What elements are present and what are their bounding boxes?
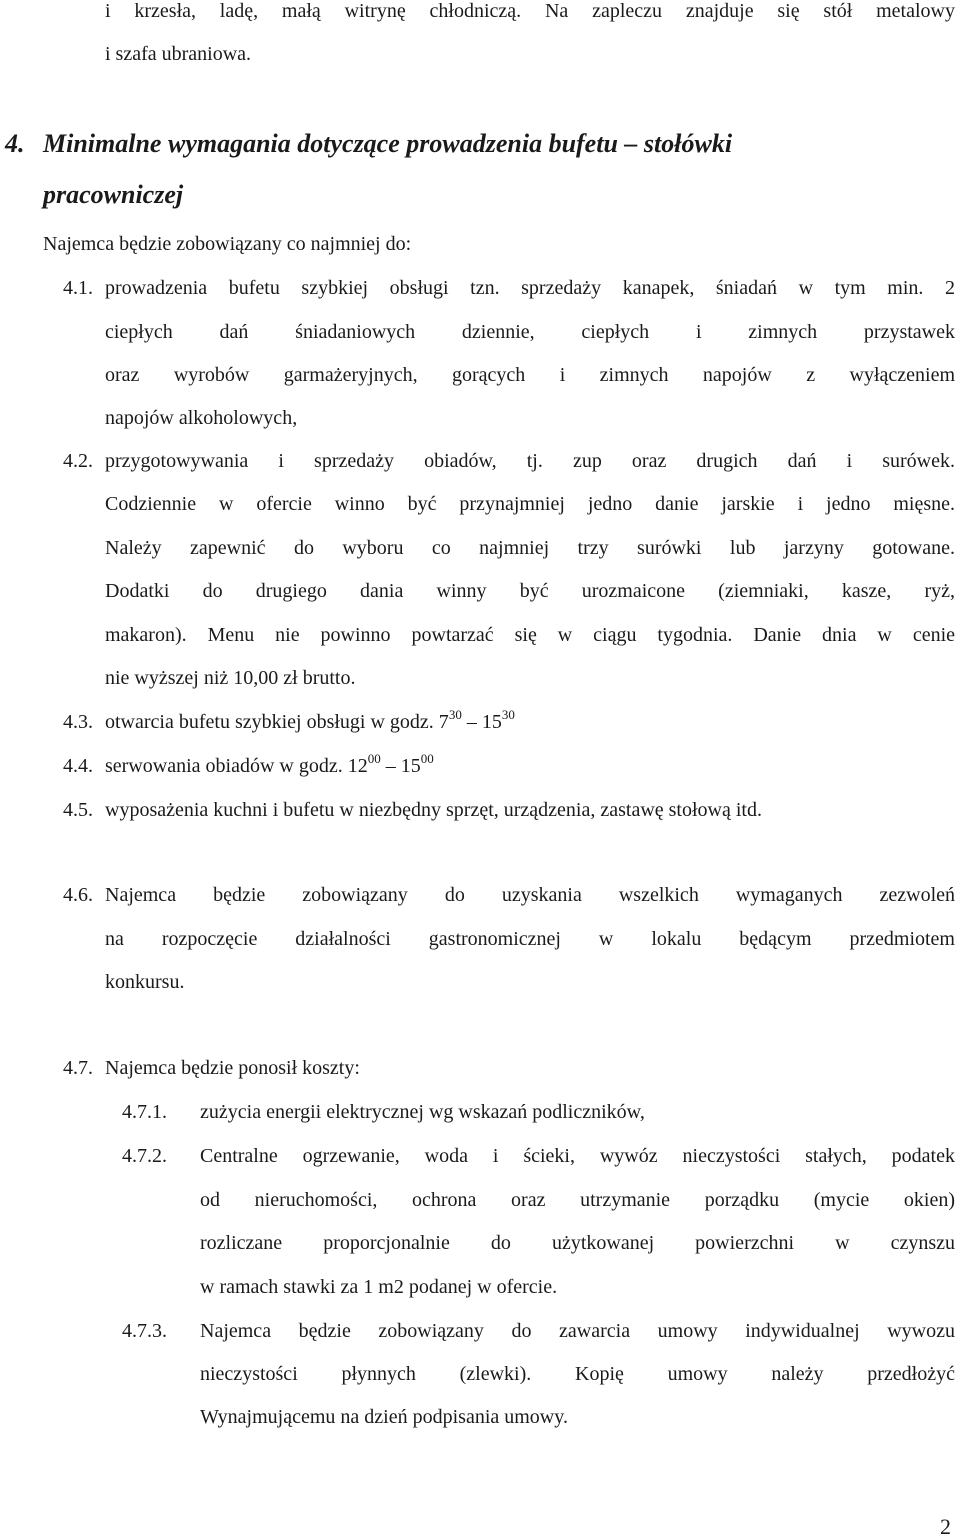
section-title-line-1: Minimalne wymagania dotyczące prowadzenia bufetu – stołówki: [43, 129, 733, 158]
item-number-4-6: 4.6.: [63, 884, 93, 906]
item-4-7-3-line-3: Wynajmującemu na dzień podpisania umowy.: [200, 1406, 568, 1428]
item-4-7-2-line-4: w ramach stawki za 1 m2 podanej w ofercie.: [200, 1276, 558, 1298]
item-4-3-label: otwarcia bufetu szybkiej obsługi w godz. 7: [105, 711, 449, 733]
item-4-2-line-1: przygotowywania i sprzedaży obiadów, tj. zup oraz drugich dań i surówek.: [105, 450, 955, 472]
item-4-1-line-1: prowadzenia bufetu szybkiej obsługi tzn. sprzedaży kanapek, śniadań w tym min. 2: [105, 277, 955, 299]
item-4-7-2-line-3: rozliczane proporcjonalnie do użytkowanej powierzchni w czynszu: [200, 1232, 955, 1254]
item-4-4-sup-end: 00: [420, 751, 434, 766]
item-4-3-dash: – 15: [461, 711, 502, 733]
item-4-6-line-3: konkursu.: [105, 971, 185, 993]
item-4-2-line-3: Należy zapewnić do wyboru co najmniej trzy surówki lub jarzyny gotowane.: [105, 537, 955, 559]
item-4-1-line-2: ciepłych dań śniadaniowych dziennie, ciepłych i zimnych przystawek: [105, 321, 955, 343]
section-lead: Najemca będzie zobowiązany co najmniej do:: [43, 233, 412, 255]
item-4-2-line-4: Dodatki do drugiego dania winny być urozmaicone (ziemniaki, kasze, ryż,: [105, 580, 955, 602]
item-number-4-7: 4.7.: [63, 1057, 93, 1079]
item-4-1-line-3: oraz wyrobów garmażeryjnych, gorących i zimnych napojów z wyłączeniem: [105, 364, 955, 386]
item-4-7-2-line-2: od nieruchomości, ochrona oraz utrzymanie porządku (mycie okien): [200, 1189, 955, 1211]
item-4-4-sup-start: 00: [367, 751, 381, 766]
item-number-4-2: 4.2.: [63, 450, 93, 472]
item-number-4-4: 4.4.: [63, 755, 93, 777]
item-4-2-line-5: makaron). Menu nie powinno powtarzać się w ciągu tygodnia. Danie dnia w cenie: [105, 624, 955, 646]
item-4-4-text: [105, 751, 434, 778]
item-4-6-line-1: Najemca będzie zobowiązany do uzyskania wszelkich wymaganych zezwoleń: [105, 884, 955, 906]
item-number-4-3: 4.3.: [63, 711, 93, 733]
section-title-line-2: pracowniczej: [43, 180, 184, 209]
item-4-7-2-line-1: Centralne ogrzewanie, woda i ścieki, wywóz nieczystości stałych, podatek: [200, 1145, 955, 1167]
item-4-3-sup-start: 30: [448, 707, 462, 722]
intro-line-2: i szafa ubraniowa.: [105, 43, 252, 65]
intro-line-1: i krzesła, ladę, małą witrynę chłodniczą. Na zapleczu znajduje się stół metalowy: [105, 0, 955, 22]
item-4-7-1-text: zużycia energii elektrycznej wg wskazań podliczników,: [200, 1101, 645, 1123]
item-4-7-3-line-1: Najemca będzie zobowiązany do zawarcia umowy indywidualnej wywozu: [200, 1320, 955, 1342]
item-4-3-sup-end: 30: [501, 707, 515, 722]
page-number: 2: [940, 1514, 951, 1539]
item-4-7-3-line-2: nieczystości płynnych (zlewki). Kopię umowy należy przedłożyć: [200, 1363, 955, 1385]
section-number: 4.: [5, 129, 25, 158]
item-number-4-5: 4.5.: [63, 799, 93, 821]
item-4-7-text: Najemca będzie ponosił koszty:: [105, 1057, 360, 1079]
item-4-2-line-2: Codziennie w ofercie winno być przynajmniej jedno danie jarskie i jedno mięsne.: [105, 493, 955, 515]
item-4-5-text: wyposażenia kuchni i bufetu w niezbędny sprzęt, urządzenia, zastawę stołową itd.: [105, 799, 762, 821]
item-4-2-line-6: nie wyższej niż 10,00 zł brutto.: [105, 667, 356, 689]
item-number-4-7-3: 4.7.3.: [122, 1320, 167, 1342]
item-4-1-line-4: napojów alkoholowych,: [105, 407, 298, 429]
item-4-4-label: serwowania obiadów w godz. 12: [105, 755, 368, 777]
item-4-3-text: [105, 707, 515, 734]
item-number-4-1: 4.1.: [63, 277, 93, 299]
item-number-4-7-1: 4.7.1.: [122, 1101, 167, 1123]
item-4-6-line-2: na rozpoczęcie działalności gastronomicznej w lokalu będącym przedmiotem: [105, 928, 955, 950]
item-number-4-7-2: 4.7.2.: [122, 1145, 167, 1167]
item-4-4-dash: – 15: [380, 755, 421, 777]
